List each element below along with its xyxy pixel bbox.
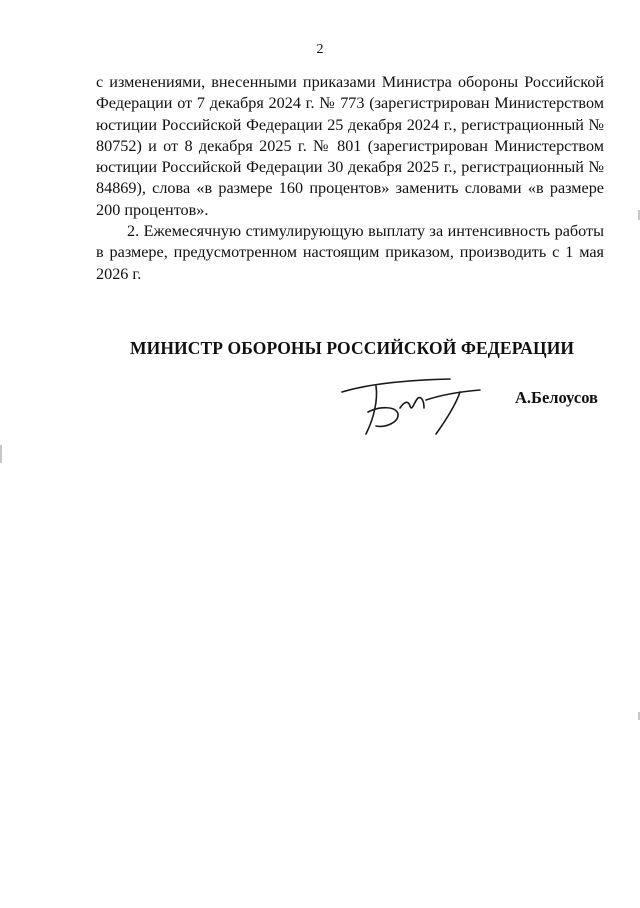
document-body xyxy=(96,72,604,285)
page-number: 2 xyxy=(316,42,324,57)
paragraph-2: 2. Ежемесячную стимулирующую выплату за интенсивность работы в размере, предусмотренном настоящим приказом, производить с 1 мая 2026 г. xyxy=(96,222,604,283)
scan-edge-mark xyxy=(0,445,2,463)
signer-name: А.Белоусов xyxy=(515,388,598,407)
paragraph-continuation: с изменениями, внесенными приказами Министра обороны Российской Федерации от 7 декабря 2024 г. № 773 (зарегистрирован Министерством юстиции Российской Федерации 25 декабря 2024 г., регистрационный № 80752) и от 8 декабря 2025 г. № 801 (зарегистрирован Министерством юстиции Российской Федерации 30 декабря 2025 г., регистрационный № 84869), слова «в размере 160 процентов» заменить словами «в размере 200 процентов». xyxy=(96,73,604,219)
signature-block xyxy=(0,338,640,448)
handwritten-signature xyxy=(338,372,488,442)
signatory-title: МИНИСТР ОБОРОНЫ РОССИЙСКОЙ ФЕДЕРАЦИИ xyxy=(130,338,575,358)
